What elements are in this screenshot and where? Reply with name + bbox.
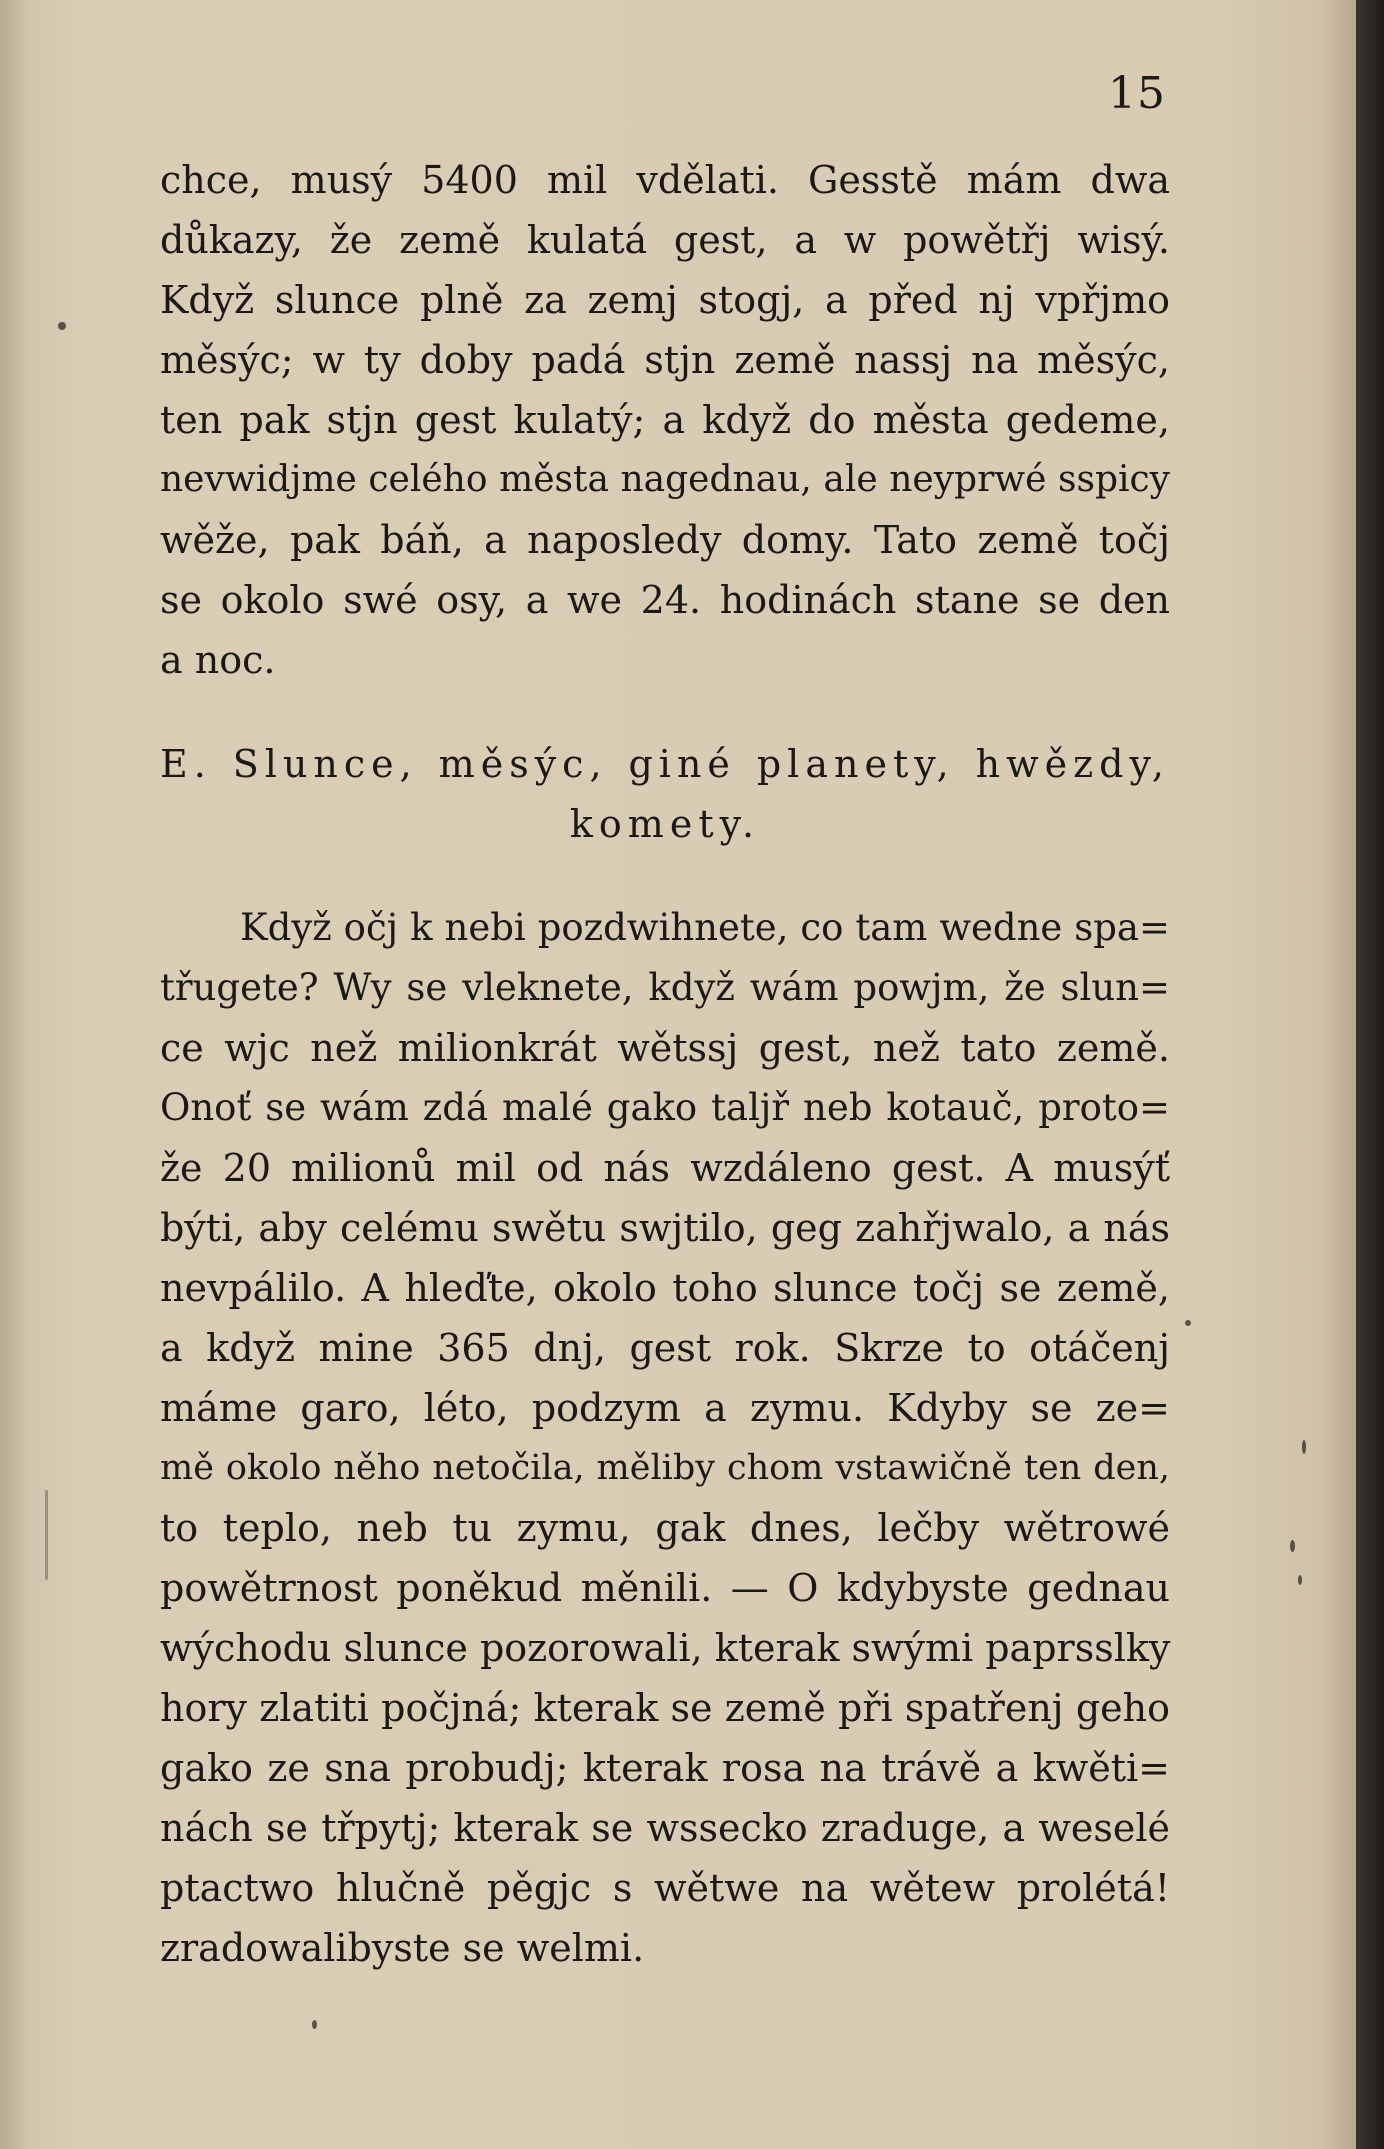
body-text [160,150,1170,1978]
text-line: měsýc; w ty doby padá stjn země nassj na měsýc, [160,338,1170,382]
page-number: 15 [1108,68,1166,119]
paper-speck [1185,1320,1191,1326]
text-line: třugete? Wy se vleknete, když wám powjm, že slun= [160,966,1170,1009]
text-line: chce, musý 5400 mil vdělati. Gesstě mám dwa [160,158,1170,202]
paper-speck [1302,1440,1306,1454]
text-line: wěže, pak báň, a naposledy domy. Tato země točj [160,518,1170,562]
text-line: se okolo swé osy, a we 24. hodinách stane se den [160,578,1170,622]
section-gap [160,690,1170,734]
text-line: nách se třpytj; kterak se wssecko zraduge, a weselé [160,1806,1170,1850]
text-line: nevpálilo. A hleďte, okolo toho slunce točj se země, [160,1266,1170,1310]
text-line: zradowalibyste se welmi. [160,1926,645,1970]
text-line: ce wjc než milionkrát wětssj gest, než tato země. [160,1026,1170,1070]
heading-line-2: komety. [569,802,761,846]
paper-speck [312,2020,317,2029]
section-gap [160,854,1170,898]
paragraph-1 [160,150,1170,690]
section-heading [160,734,1170,854]
text-line: důkazy, že země kulatá gest, a w powětřj wisý. [160,218,1170,262]
text-line: že 20 milionů mil od nás wzdáleno gest. A musýť [160,1146,1170,1190]
paragraph-2 [160,898,1170,1978]
text-line: Když slunce plně za zemj stogj, a před nj vpřjmo [160,278,1170,322]
text-line: býti, aby celému swětu swjtilo, geg zahřjwalo, a nás [160,1206,1170,1250]
text-line: a noc. [160,638,276,682]
text-line: máme garo, léto, podzym a zymu. Kdyby se ze= [160,1386,1170,1430]
text-line: hory zlatiti počjná; kterak se země při spatřenj geho [160,1686,1170,1730]
text-line: mě okolo něho netočila, měliby chom vstawičně ten den, [160,1448,1170,1488]
text-line: wýchodu slunce pozorowali, kterak swými paprsslky [160,1626,1171,1670]
paper-speck [1290,1540,1295,1552]
text-line: ptactwo hlučně pěgjc s wětwe na wětew prolétá! [160,1866,1170,1910]
heading-line-1: E. Slunce, měsýc, giné planety, hwězdy, [160,742,1170,786]
book-gutter [1356,0,1384,2149]
text-line: to teplo, neb tu zymu, gak dnes, lečby wětrowé [160,1506,1170,1550]
text-line: Onoť se wám zdá malé gako taljř neb kotauč, proto= [160,1086,1170,1129]
text-line: a když mine 365 dnj, gest rok. Skrze to otáčenj [160,1326,1170,1370]
paper-speck [45,1490,48,1580]
text-line: nevwidjme celého města nagednau, ale neyprwé sspicy [160,459,1170,500]
paper-speck [58,322,66,330]
paper-speck [1298,1575,1302,1585]
text-line: Když očj k nebi pozdwihnete, co tam wedne spa= [240,906,1170,949]
text-line: ten pak stjn gest kulatý; a když do města gedeme, [160,398,1170,442]
text-line: gako ze sna probudj; kterak rosa na trávě a kwěti= [160,1746,1170,1790]
text-line: powětrnost poněkud měnili. — O kdybyste gednau [160,1566,1170,1610]
